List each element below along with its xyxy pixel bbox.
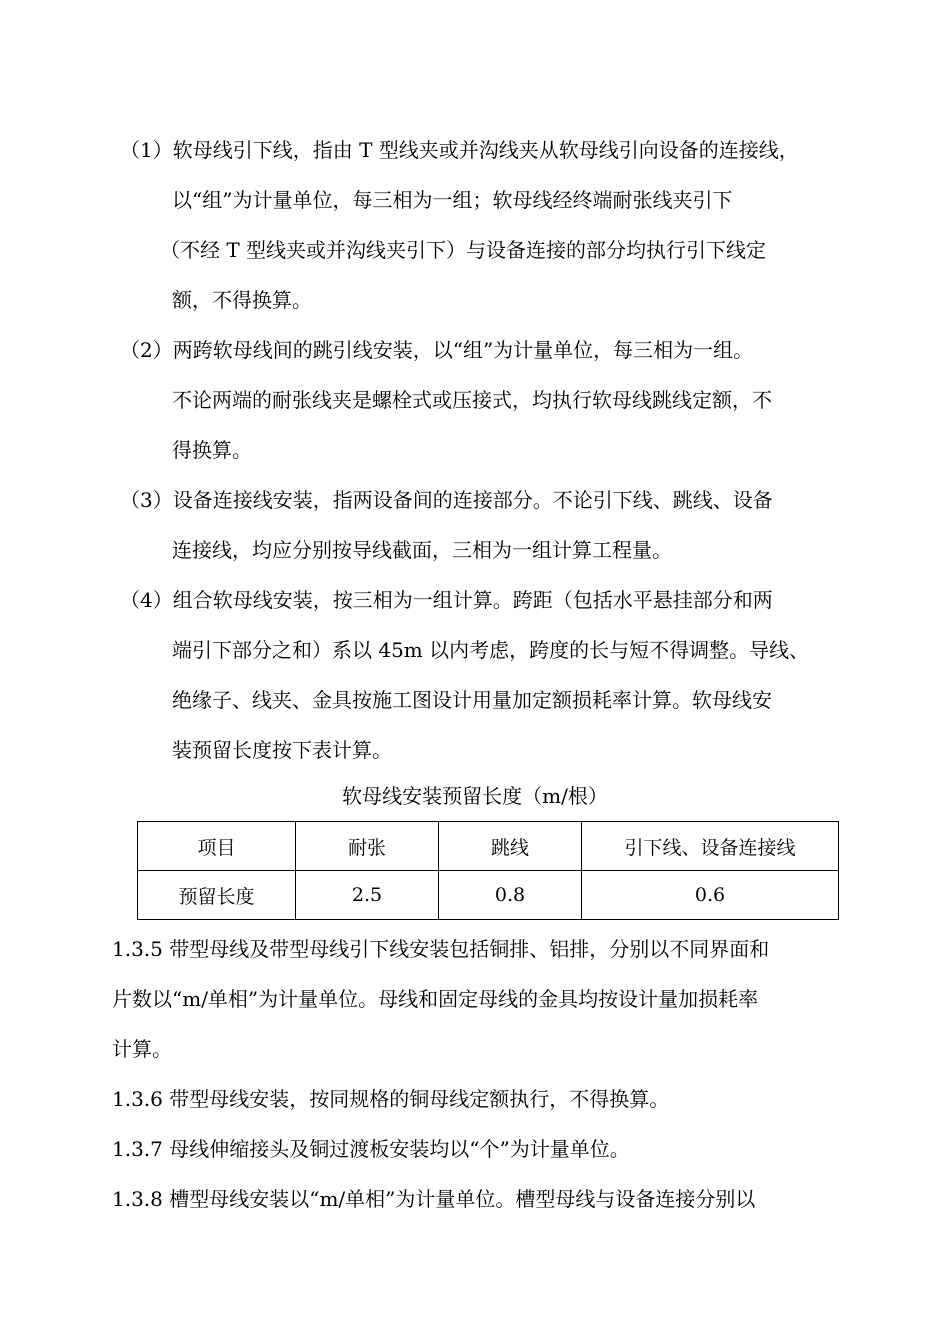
reserve-length-table (137, 821, 839, 920)
item-2-line-2: 不论两端的耐张线夹是螺栓式或压接式，均执行软母线跳线定额，不 (172, 388, 772, 412)
item-4-line-1: （4）组合软母线安装，按三相为一组计算。跨距（包括水平悬挂部分和两 (120, 588, 773, 612)
table-header-cell: 跳线 (439, 822, 582, 871)
item-1-line-4: 额，不得换算。 (172, 288, 312, 312)
section-1-3-5-line-2: 片数以“m/单相”为计量单位。母线和固定母线的金具均按设计量加损耗率 (112, 987, 759, 1011)
item-2-line-1: （2）两跨软母线间的跳引线安装，以“组”为计量单位，每三相为一组。 (120, 338, 754, 362)
table-cell: 0.6 (582, 871, 839, 920)
table-header-cell: 耐张 (296, 822, 439, 871)
table-caption: 软母线安装预留长度（m/根） (342, 784, 608, 808)
item-4-line-3: 绝缘子、线夹、金具按施工图设计用量加定额损耗率计算。软母线安 (172, 688, 772, 712)
item-3-line-2: 连接线，均应分别按导线截面，三相为一组计算工程量。 (172, 538, 672, 562)
table-header-row (138, 822, 839, 871)
section-1-3-7: 1.3.7 母线伸缩接头及铜过渡板安装均以“个”为计量单位。 (112, 1137, 630, 1161)
item-3-line-1: （3）设备连接线安装，指两设备间的连接部分。不论引下线、跳线、设备 (120, 488, 773, 512)
table-header-cell: 引下线、设备连接线 (582, 822, 839, 871)
table-cell: 预留长度 (138, 871, 296, 920)
table-row (138, 871, 839, 920)
item-4-line-2: 端引下部分之和）系以 45m 以内考虑，跨度的长与短不得调整。导线、 (172, 638, 810, 662)
table-cell: 0.8 (439, 871, 582, 920)
item-4-line-4: 装预留长度按下表计算。 (172, 738, 392, 762)
section-1-3-6: 1.3.6 带型母线安装，按同规格的铜母线定额执行，不得换算。 (112, 1087, 670, 1111)
table-header-cell: 项目 (138, 822, 296, 871)
item-2-line-3: 得换算。 (172, 438, 252, 462)
section-1-3-5-line-1: 1.3.5 带型母线及带型母线引下线安装包括铜排、铝排，分别以不同界面和 (112, 937, 770, 961)
table-cell: 2.5 (296, 871, 439, 920)
item-1-line-1: （1）软母线引下线，指由 T 型线夹或并沟线夹从软母线引向设备的连接线， (120, 138, 799, 162)
section-1-3-5-line-3: 计算。 (112, 1037, 172, 1061)
section-1-3-8: 1.3.8 槽型母线安装以“m/单相”为计量单位。槽型母线与设备连接分别以 (112, 1187, 756, 1211)
item-1-line-3: （不经 T 型线夹或并沟线夹引下）与设备连接的部分均执行引下线定 (160, 238, 767, 262)
item-1-line-2: 以“组”为计量单位，每三相为一组；软母线经终端耐张线夹引下 (172, 188, 733, 212)
